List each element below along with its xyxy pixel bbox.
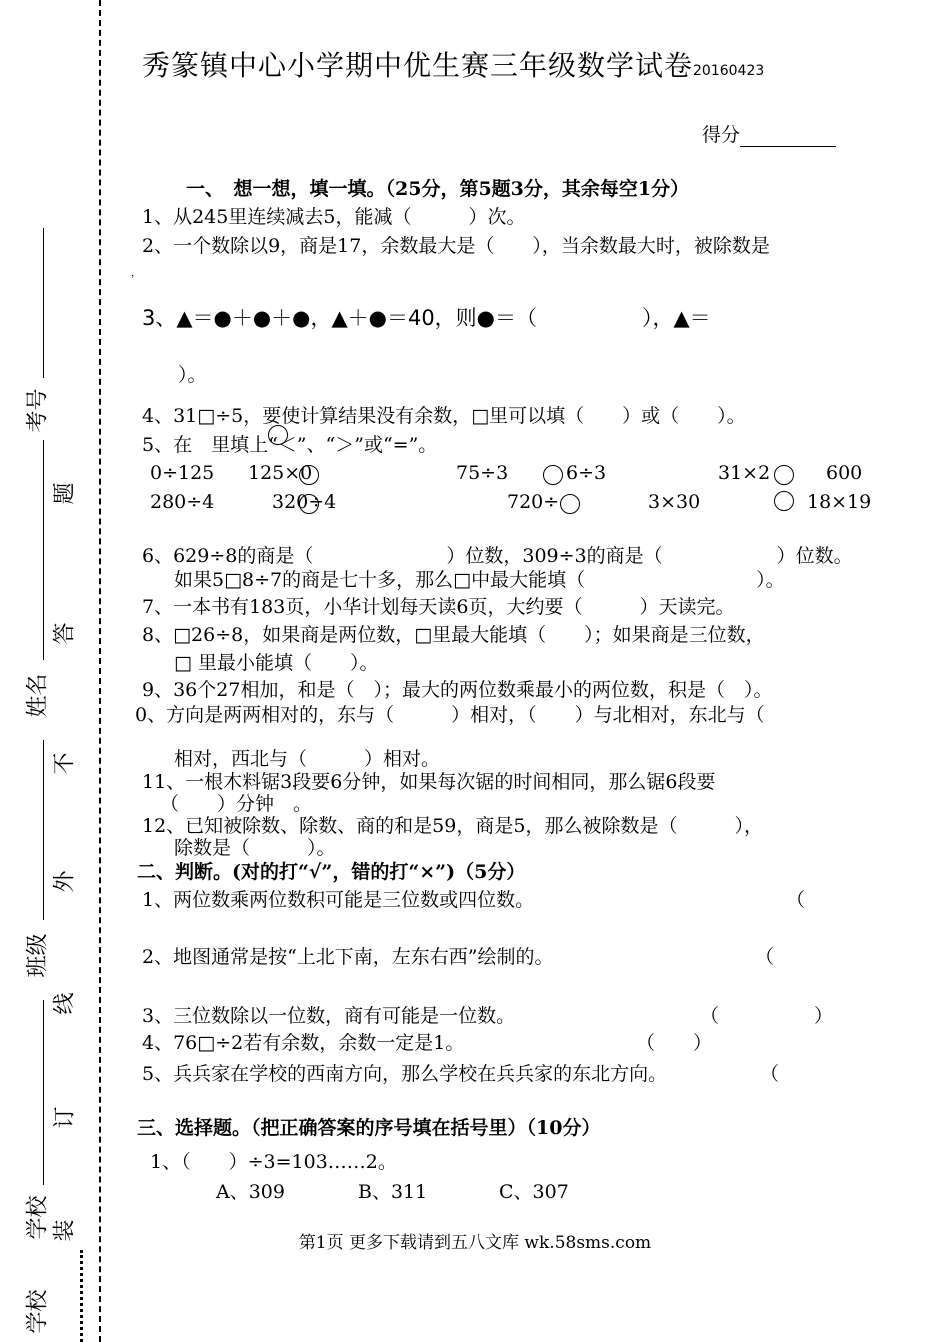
judge-item-5: 5、兵兵家在学校的西南方向，那么学校在兵兵家的东北方向。 <box>142 1063 668 1085</box>
question-11-line1: 11、一根木料锯3段要6分钟，如果每次锯的时间相同，那么锯6段要 <box>142 771 716 793</box>
seal-char: 订 <box>52 1106 78 1129</box>
choice-question-1: 1、（ ）÷3=103……2。 <box>150 1151 397 1173</box>
compare-circle[interactable] <box>543 465 563 485</box>
class-label: 班级 <box>25 933 51 978</box>
q5-expr: 720÷ <box>507 491 560 513</box>
section1-heading: 一、 想一想，填一填。（25分，第5题3分，其余每空1分） <box>186 178 690 200</box>
page-title <box>142 44 764 84</box>
question-6-line2: 如果5□8÷7的商是七十多，那么□中最大能填（ ）。 <box>174 569 785 591</box>
q5-expr: 280÷4 <box>150 491 215 513</box>
question-8-line1: 8、□26÷8，如果商是两位数，□里最大能填（ ）；如果商是三位数， <box>142 624 765 646</box>
exam-number-label: 考号 <box>25 388 51 433</box>
exam-number-blank <box>43 228 44 378</box>
compare-circle[interactable] <box>774 465 794 485</box>
question-10-line2: 相对，西北与（ ）相对。 <box>174 748 441 770</box>
name-blank <box>43 440 44 660</box>
question-3-line1: 3、▲＝●＋●＋●，▲＋●＝40，则●＝（ ），▲＝ <box>142 306 711 330</box>
title-date: 20160423 <box>693 63 765 79</box>
seal-char: 装 <box>52 1219 78 1242</box>
q5-expr: 75÷3 <box>456 462 509 484</box>
seal-char: 线 <box>52 992 78 1015</box>
choice-option-b[interactable]: B、311 <box>358 1181 428 1203</box>
school-blank <box>43 1000 44 1185</box>
question-9: 9、36个27相加，和是（ ）；最大的两位数乘最小的两位数，积是（ ）。 <box>142 679 773 701</box>
compare-circle[interactable] <box>268 425 288 445</box>
question-6-line1: 6、629÷8的商是（ ）位数，309÷3的商是（ ）位数。 <box>142 545 853 567</box>
seal-char: 外 <box>52 870 78 893</box>
score-blank[interactable] <box>740 126 836 147</box>
q5-expr: 0÷125 <box>150 462 215 484</box>
q5-expr: 320÷4 <box>272 491 337 513</box>
judge-bracket[interactable]: （ ） <box>636 1032 713 1054</box>
title-text: 秀篆镇中心小学期中优生赛三年级数学试卷 <box>142 49 694 82</box>
question-12-line2: 除数是（ ）。 <box>174 837 336 859</box>
question-1: 1、从245里连续减去5，能减（ ）次。 <box>142 206 526 228</box>
question-8-line2: □ 里最小能填（ ）。 <box>174 652 379 674</box>
question-2: 2、一个数除以9，商是17，余数最大是（ ），当余数最大时，被除数是 <box>142 235 770 257</box>
seal-char: 答 <box>52 622 78 645</box>
judge-item-1: 1、两位数乘两位数积可能是三位数或四位数。 <box>142 889 535 911</box>
seal-char: 不 <box>52 752 78 775</box>
compare-circle[interactable] <box>299 465 319 485</box>
question-2-mark: ， <box>131 268 141 279</box>
question-12-line1: 12、已知被除数、除数、商的和是59，商是5，那么被除数是（ ）， <box>142 815 763 837</box>
question-11-line2: （ ）分钟 。 <box>160 793 313 815</box>
q5-expr: 125×0 <box>248 462 313 484</box>
binding-dotted-line <box>80 1250 83 1342</box>
q5-expr: 18×19 <box>807 491 872 513</box>
choice-option-c[interactable]: C、307 <box>499 1181 569 1203</box>
q5-expr: 6÷3 <box>566 462 607 484</box>
question-5: 5、在 里填上“＜”、“＞”或“=”。 <box>142 434 438 456</box>
compare-circle[interactable] <box>299 494 319 514</box>
question-10-line1: 0、方向是两两相对的，东与（ ）相对，（ ）与北相对，东北与（ <box>135 704 765 726</box>
judge-bracket[interactable]: （ ） <box>700 1005 834 1027</box>
judge-bracket[interactable]: （ <box>755 946 775 968</box>
question-4: 4、31□÷5，要使计算结果没有余数，□里可以填（ ）或（ ）。 <box>142 405 746 427</box>
school-label: 学校 <box>25 1195 51 1240</box>
judge-bracket[interactable]: （ <box>760 1063 780 1085</box>
score-label: 得分 <box>702 124 741 146</box>
binding-dashed-line <box>99 0 101 1342</box>
question-3-line2: ）。 <box>178 364 207 386</box>
class-blank <box>43 740 44 920</box>
compare-circle[interactable] <box>560 494 580 514</box>
judge-item-2: 2、地图通常是按“上北下南，左东右西”绘制的。 <box>142 946 554 968</box>
page-footer: 第1页 更多下载请到五八文库 wk.58sms.com <box>298 1233 652 1253</box>
q5-expr: 600 <box>826 462 863 484</box>
school-label-repeat: 学校 <box>25 1289 51 1334</box>
section3-heading: 三、选择题。（把正确答案的序号填在括号里）（10分） <box>137 1117 601 1139</box>
choice-option-a[interactable]: A、309 <box>216 1181 285 1203</box>
seal-char: 题 <box>52 482 78 505</box>
judge-bracket[interactable]: （ <box>786 889 806 911</box>
score-field <box>702 120 836 147</box>
section2-heading: 二、判断。(对的打“√”，错的打“×”)（5分） <box>137 861 526 883</box>
q5-expr: 31×2 <box>718 462 771 484</box>
judge-item-4: 4、76□÷2若有余数，余数一定是1。 <box>142 1032 465 1054</box>
compare-circle[interactable] <box>774 491 794 511</box>
name-label: 姓名 <box>25 673 51 718</box>
judge-item-3: 3、三位数除以一位数，商有可能是一位数。 <box>142 1005 516 1027</box>
question-7: 7、一本书有183页，小华计划每天读6页，大约要（ ）天读完。 <box>142 596 735 618</box>
q5-expr: 3×30 <box>648 491 701 513</box>
